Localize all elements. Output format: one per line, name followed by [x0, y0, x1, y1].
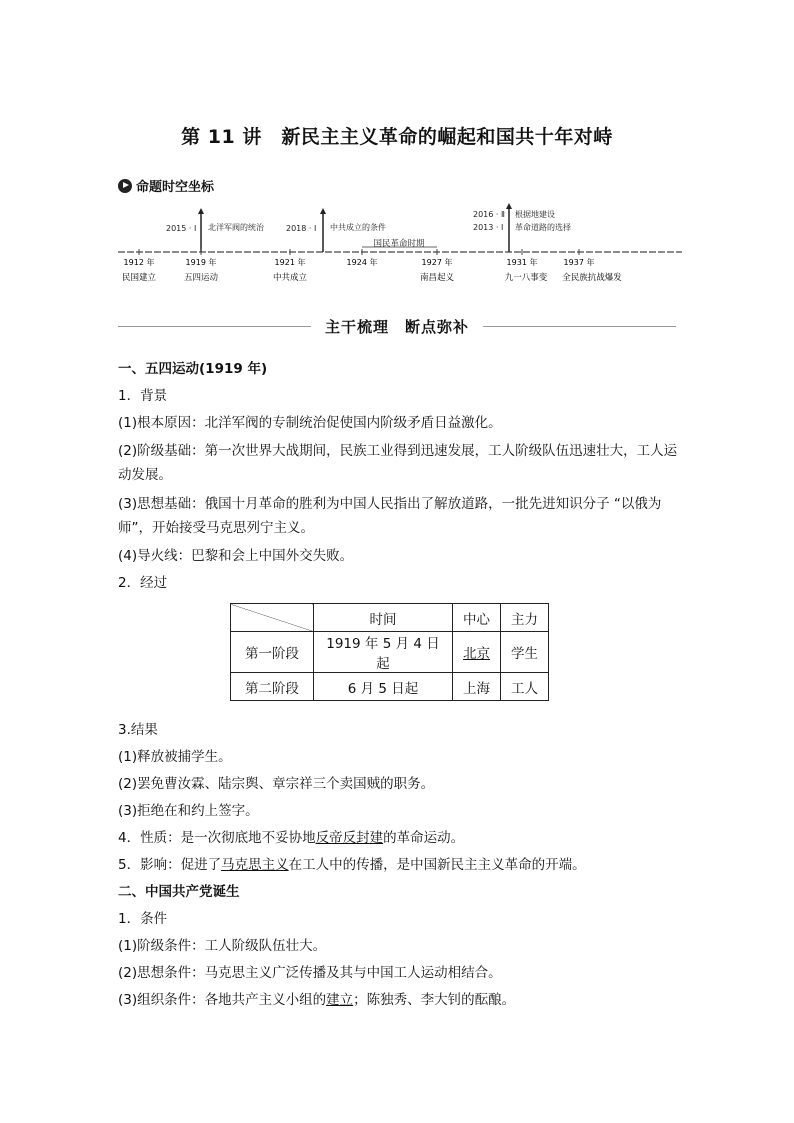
- event-label: 五四运动: [183, 273, 219, 283]
- timeline: [110, 200, 690, 290]
- period-label: 国民革命时期: [373, 239, 425, 249]
- page-title: 第 11 讲 新民主主义革命的崛起和国共十年对峙: [181, 126, 613, 148]
- timeline-event-1919: [184, 249, 219, 283]
- table-row: [231, 632, 549, 673]
- exam-tag-2015: [166, 208, 265, 252]
- table-cell: 6 月 5 日起: [314, 673, 453, 701]
- table-header-row: [231, 604, 549, 632]
- impact-text: 5．影响：促进了: [118, 857, 222, 873]
- condition-keyword: 建立: [326, 992, 354, 1008]
- event-year: 1921 年: [274, 258, 306, 267]
- event-year: 1919 年: [185, 258, 217, 267]
- arrow-head-icon: [320, 208, 326, 214]
- exam-tag-topic: 北洋军阀的统治: [208, 223, 264, 232]
- play-circle-icon: [118, 179, 132, 193]
- result-item: (3)拒绝在和约上签字。: [118, 803, 259, 819]
- process-table: [230, 603, 549, 701]
- table-header-cell: 中心: [453, 604, 501, 632]
- event-year: 1937 年: [563, 258, 595, 267]
- exam-tag-2018: [286, 208, 386, 252]
- nature-keyword: 反帝反封建: [315, 830, 384, 846]
- nature-text: 4．性质：是一次彻底地不妥协地: [118, 830, 316, 846]
- table-header-cell: 主力: [501, 604, 549, 632]
- impact-text: 在工人中的传播，是中国新民主主义革命的开端。: [288, 857, 586, 873]
- heading-ccp-founding: 二、中国共产党诞生: [118, 884, 240, 900]
- condition-item: [118, 989, 680, 1016]
- nature-text: 的革命运动。: [383, 830, 465, 846]
- condition-item: (2)思想条件：马克思主义广泛传播及其与中国工人运动相结合。: [118, 965, 502, 981]
- section-heading-text: 命题时空坐标: [136, 180, 215, 195]
- event-label: 中共成立: [272, 273, 308, 283]
- event-year: 1927 年: [421, 258, 453, 267]
- impact-line: [118, 854, 680, 881]
- result-item: (1)释放被捕学生。: [118, 749, 232, 765]
- event-label: 南昌起义: [419, 273, 455, 283]
- table-header-cell: 时间: [314, 604, 453, 632]
- event-label: 民国建立: [121, 273, 157, 283]
- background-item: (4)导火线：巴黎和会上中国外交失败。: [118, 548, 354, 564]
- divider-title: 主干梳理 断点弥补: [325, 317, 470, 336]
- subheading-conditions: 1．条件: [118, 911, 168, 927]
- exam-tag-topic: 根据地建设: [515, 210, 555, 219]
- heading-may-fourth: 一、五四运动(1919 年): [118, 361, 268, 377]
- subheading-background: 1．背景: [118, 388, 168, 404]
- table-cell: 上海: [453, 673, 501, 701]
- arrow-head-icon: [198, 208, 204, 214]
- table-cell: 第二阶段: [231, 673, 314, 701]
- event-label: 全民族抗战爆发: [562, 273, 622, 283]
- event-label: 九一八事变: [504, 273, 548, 283]
- timeline-event-1931: [505, 249, 548, 283]
- table-cell: 第一阶段: [231, 632, 314, 673]
- arrow-head-icon: [506, 203, 512, 209]
- event-year: 1924 年: [346, 258, 378, 267]
- timeline-event-1937: [562, 249, 622, 283]
- nature-line: [118, 827, 680, 854]
- exam-tag-2016-2013: [473, 203, 571, 252]
- condition-text: (3)组织条件：各地共产主义小组的: [118, 992, 327, 1008]
- background-item: (1)根本原因：北洋军阀的专制统治促使国内阶级矛盾日益激化。: [118, 415, 502, 431]
- exam-tag-label: 2013 · Ⅰ: [473, 223, 504, 232]
- table-cell: 1919 年 5 月 4 日起: [314, 632, 453, 673]
- main-content: [118, 358, 680, 1016]
- timeline-event-1927: [420, 249, 455, 283]
- section-divider: [118, 316, 676, 336]
- section-heading: [118, 176, 214, 195]
- exam-tag-topic: 中共成立的条件: [330, 223, 386, 232]
- divider-line-left: [118, 326, 311, 327]
- event-year: 1931 年: [506, 258, 538, 267]
- subheading-result: 3.结果: [118, 722, 158, 738]
- exam-tag-topic: 革命道路的选择: [515, 223, 571, 232]
- timeline-event-1921: [273, 249, 308, 283]
- exam-tag-label: 2016 · Ⅱ: [473, 210, 505, 219]
- table-cell: 工人: [501, 673, 549, 701]
- condition-text: ；陈独秀、李大钊的酝酿。: [353, 992, 516, 1008]
- subheading-process: 2．经过: [118, 575, 168, 591]
- event-year: 1912 年: [123, 258, 155, 267]
- exam-tag-label: 2018 · Ⅰ: [286, 224, 317, 233]
- table-cell: 学生: [501, 632, 549, 673]
- condition-item: (1)阶级条件：工人阶级队伍壮大。: [118, 938, 327, 954]
- impact-keyword: 马克思主义: [221, 857, 289, 873]
- table-corner-cell: [231, 604, 314, 632]
- table-row: [231, 673, 549, 701]
- divider-line-right: [483, 326, 676, 327]
- result-item: (2)罢免曹汝霖、陆宗舆、章宗祥三个卖国贼的职务。: [118, 776, 435, 792]
- timeline-event-1912: [122, 249, 157, 283]
- background-item: (3)思想基础：俄国十月革命的胜利为中国人民指出了解放道路，一批先进知识分子 “以俄为师”，开始接受马克思列宁主义。: [118, 496, 662, 536]
- exam-tag-label: 2015 · Ⅰ: [166, 224, 197, 233]
- background-item: (2)阶级基础：第一次世界大战期间，民族工业得到迅速发展，工人阶级队伍迅速壮大，工人运动发展。: [118, 443, 678, 483]
- table-cell: 北京: [453, 632, 501, 673]
